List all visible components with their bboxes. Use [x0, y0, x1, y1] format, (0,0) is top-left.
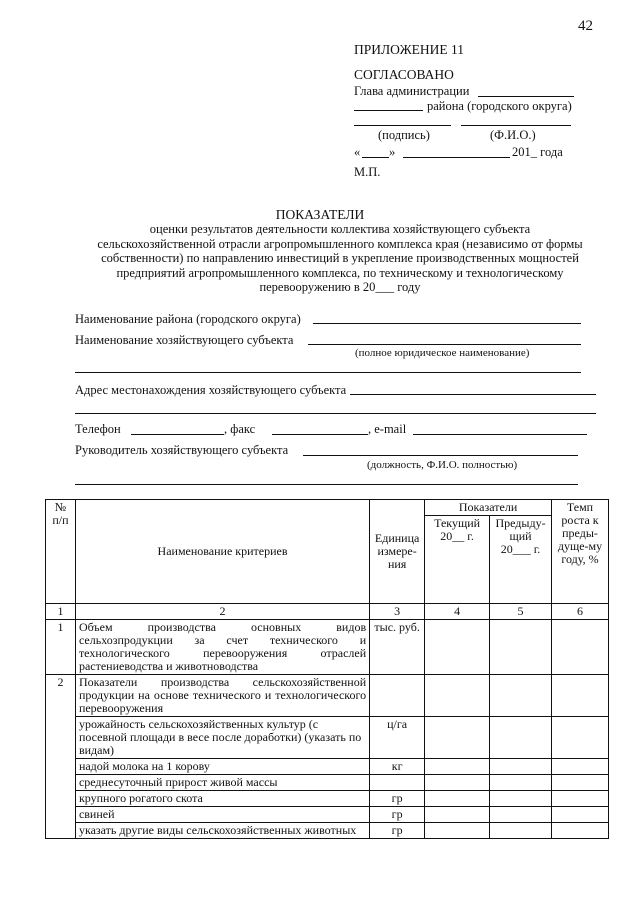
subrow-name: крупного рогатого скота [75, 791, 369, 807]
subrow-name: урожайность сельскохозяйственных культур (с посевной площади в весе после доработки) (указать по видам) [75, 717, 369, 759]
current-cell[interactable] [425, 791, 490, 807]
head-label: Глава администрации [354, 84, 470, 98]
subtitle-line: предприятий агропромышленного комплекса, по техническому и технологическому [116, 265, 564, 280]
fio-line [461, 125, 571, 126]
current-cell[interactable] [425, 759, 490, 775]
phone-field[interactable] [131, 434, 224, 435]
entity-field[interactable] [308, 344, 581, 345]
criteria-table [45, 499, 609, 839]
subrow-name: надой молока на 1 корову [75, 759, 369, 775]
district-field[interactable] [313, 323, 581, 324]
address-field-label: Адрес местонахождения хозяйствующего субъекта [75, 383, 347, 397]
subrow-unit [370, 775, 425, 791]
previous-cell[interactable] [490, 791, 552, 807]
col-number: 3 [370, 604, 425, 620]
previous-cell[interactable] [490, 675, 552, 717]
district-line [354, 110, 423, 111]
subrow-unit: гр [370, 823, 425, 839]
rate-cell[interactable] [552, 620, 609, 675]
subrow-unit: гр [370, 791, 425, 807]
fax-label: , факс [224, 422, 256, 436]
fio-label: (Ф.И.О.) [490, 128, 536, 142]
table-subrow [46, 807, 609, 823]
previous-cell[interactable] [490, 620, 552, 675]
appendix-label: ПРИЛОЖЕНИЕ 11 [354, 42, 465, 57]
current-cell[interactable] [425, 775, 490, 791]
subrow-unit: гр [370, 807, 425, 823]
table-subrow [46, 759, 609, 775]
current-cell[interactable] [425, 620, 490, 675]
previous-cell[interactable] [490, 759, 552, 775]
day-line [362, 157, 389, 158]
district-label: района (городского округа) [427, 99, 572, 113]
current-cell[interactable] [425, 717, 490, 759]
entity-field-label: Наименование хозяйствующего субъекта [75, 333, 294, 347]
previous-cell[interactable] [490, 717, 552, 759]
entity-field-cont[interactable] [75, 372, 581, 373]
table-subrow [46, 717, 609, 759]
row-num: 2 [46, 675, 76, 839]
header-indicators: Показатели [425, 500, 552, 516]
subtitle-line: собственности) по направлению инвестиций в укрепление производственных мощностей [101, 251, 579, 265]
address-field[interactable] [350, 394, 596, 395]
district-field-label: Наименование района (городского округа) [75, 312, 301, 326]
subrow-name: среднесуточный прирост живой массы [75, 775, 369, 791]
rate-cell[interactable] [552, 717, 609, 759]
table-subrow [46, 791, 609, 807]
year-label: 201_ года [512, 145, 563, 159]
fax-field[interactable] [272, 434, 368, 435]
entity-hint: (полное юридическое наименование) [355, 347, 530, 359]
row-num: 1 [46, 620, 76, 675]
rate-cell[interactable] [552, 807, 609, 823]
head-hint: (должность, Ф.И.О. полностью) [367, 459, 518, 471]
rate-cell[interactable] [552, 823, 609, 839]
col-number: 6 [552, 604, 609, 620]
agreed-label: СОГЛАСОВАНО [354, 67, 454, 82]
current-cell[interactable] [425, 675, 490, 717]
phone-label: Телефон [75, 422, 121, 436]
row-name: Объем производства основных видов сельхозпродукции за счет технического и технологического перевооружения отраслей растениеводства и животноводства [75, 620, 369, 675]
header-num: № п/п [46, 500, 76, 604]
row-unit: тыс. руб. [370, 620, 425, 675]
doc-subtitle [0, 222, 640, 295]
head-line [478, 96, 574, 97]
col-number: 4 [425, 604, 490, 620]
header-unit: Единица измере-ния [370, 500, 425, 604]
current-cell[interactable] [425, 807, 490, 823]
head-field[interactable] [303, 455, 578, 456]
header-rate: Темп роста к преды-дуще-му году, % [552, 500, 609, 604]
rate-cell[interactable] [552, 791, 609, 807]
table-subrow [46, 775, 609, 791]
row-unit [370, 675, 425, 717]
subrow-name: указать другие виды сельскохозяйственных животных [75, 823, 369, 839]
signature-label: (подпись) [378, 128, 430, 142]
subrow-name: свиней [75, 807, 369, 823]
head-field-cont[interactable] [75, 484, 578, 485]
current-cell[interactable] [425, 823, 490, 839]
row-name: Показатели производства сельскохозяйственной продукции на основе технического и технологического перевооружения [75, 675, 369, 717]
previous-cell[interactable] [490, 823, 552, 839]
col-number: 2 [75, 604, 369, 620]
signature-line [354, 125, 451, 126]
col-number: 5 [490, 604, 552, 620]
rate-cell[interactable] [552, 759, 609, 775]
col-number: 1 [46, 604, 76, 620]
header-current: Текущий 20__ г. [425, 516, 490, 604]
subrow-unit: ц/га [370, 717, 425, 759]
date-open: « [354, 145, 361, 159]
email-label: , e-mail [368, 422, 407, 436]
table-row [46, 675, 609, 717]
subtitle-line: оценки результатов деятельности коллектива хозяйствующего субъекта [149, 222, 531, 236]
subtitle-line: сельскохозяйственной отрасли агропромышленного комплекса края (независимо от формы [97, 236, 583, 251]
rate-cell[interactable] [552, 675, 609, 717]
doc-title: ПОКАЗАТЕЛИ [275, 207, 365, 222]
previous-cell[interactable] [490, 807, 552, 823]
subrow-unit: кг [370, 759, 425, 775]
header-name: Наименование критериев [75, 500, 369, 604]
rate-cell[interactable] [552, 775, 609, 791]
stamp-label: М.П. [354, 165, 381, 179]
address-field-cont[interactable] [75, 413, 596, 414]
email-field[interactable] [413, 434, 587, 435]
header-previous: Предыду-щий 20___ г. [490, 516, 552, 604]
table-subrow [46, 823, 609, 839]
date-close: » [389, 145, 396, 159]
table-row [46, 620, 609, 675]
previous-cell[interactable] [490, 775, 552, 791]
head-field-label: Руководитель хозяйствующего субъекта [75, 443, 289, 457]
page-number: 42 [578, 18, 593, 34]
month-line [403, 157, 510, 158]
subtitle-line: перевооружению в 20___ году [259, 280, 421, 294]
